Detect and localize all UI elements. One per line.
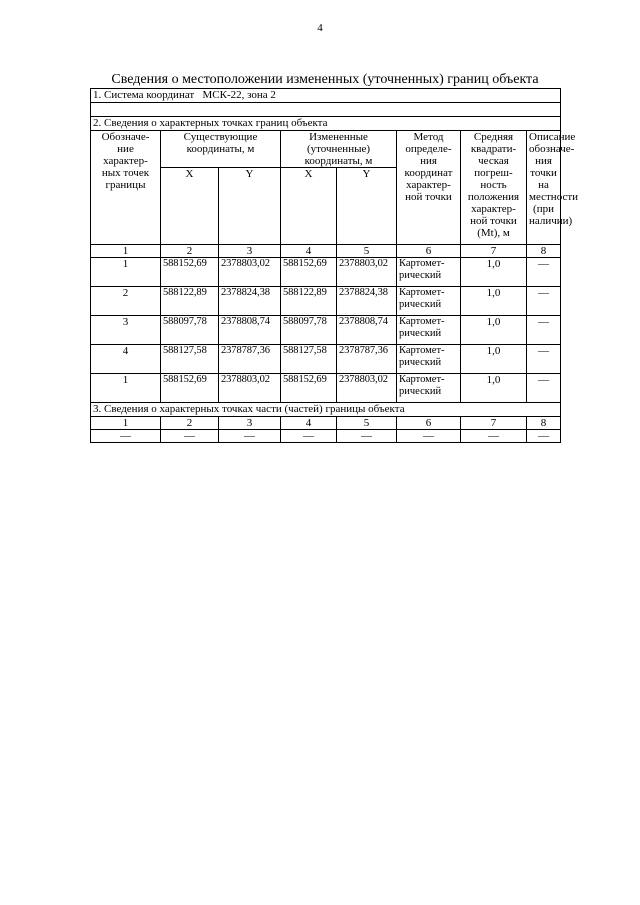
column-number: 2 (161, 245, 219, 258)
text-line: ной точки (405, 191, 452, 203)
text-line: определе- (405, 143, 452, 155)
empty-dash: — (397, 430, 461, 443)
point-id: 2 (91, 287, 161, 316)
x-changed: 588122,89 (281, 287, 337, 316)
text-line: рический (399, 328, 442, 339)
column-number: 4 (281, 417, 337, 430)
x-changed: 588097,78 (281, 316, 337, 345)
point-id: 1 (91, 258, 161, 287)
column-number: 6 (397, 245, 461, 258)
text-line: Картомет- (399, 345, 445, 356)
text-line: местности (529, 191, 579, 203)
description: — (527, 287, 561, 316)
x-existing: 588122,89 (161, 287, 219, 316)
description: — (527, 374, 561, 403)
y-existing: 2378808,74 (219, 316, 281, 345)
section-1-label: 1. Система координат (93, 89, 195, 101)
text-line: рический (399, 299, 442, 310)
y-changed: 2378808,74 (337, 316, 397, 345)
x-existing: 588097,78 (161, 316, 219, 345)
y-existing: 2378787,36 (219, 345, 281, 374)
text-line: характер- (471, 203, 516, 215)
text-line: Описание (529, 131, 576, 143)
text-line: квадрати- (470, 143, 517, 155)
boundary-table (90, 88, 579, 443)
header-existing-coords (161, 131, 281, 168)
empty-dash: — (91, 430, 161, 443)
table-row (91, 374, 561, 403)
header-description (527, 131, 579, 245)
text-line: ческая (478, 155, 509, 167)
text-line: рический (399, 386, 442, 397)
text-line: (при (533, 203, 554, 215)
accuracy: 1,0 (461, 316, 527, 345)
section-3-label: 3. Сведения о характерных точках части (частей) границы объекта (91, 403, 561, 417)
text-line: Обозначе- (101, 131, 150, 143)
text-line: Средняя (473, 131, 514, 143)
text-line: координаты, м (304, 155, 373, 167)
y-existing: 2378824,38 (219, 287, 281, 316)
x-existing: 588152,69 (161, 374, 219, 403)
text-line: Измененные (309, 131, 368, 143)
header-changed-coords (281, 131, 397, 168)
column-number-row (91, 245, 561, 258)
text-line: рический (399, 357, 442, 368)
table-row (91, 345, 561, 374)
text-line: ния (420, 155, 437, 167)
accuracy: 1,0 (461, 287, 527, 316)
column-number: 4 (281, 245, 337, 258)
section-2-label: 2. Сведения о характерных точках границ объекта (91, 117, 561, 131)
text-line: координат (404, 167, 453, 179)
text-line: характер- (406, 179, 451, 191)
table-row (91, 316, 561, 345)
accuracy: 1,0 (461, 374, 527, 403)
y-changed: 2378787,36 (337, 345, 397, 374)
x-existing: 588127,58 (161, 345, 219, 374)
column-number: 7 (461, 245, 527, 258)
text-line: погреш- (474, 167, 513, 179)
description: — (527, 345, 561, 374)
x-changed: 588127,58 (281, 345, 337, 374)
text-line: наличии) (529, 215, 573, 227)
description: — (527, 258, 561, 287)
column-number: 7 (461, 417, 527, 430)
column-number: 3 (219, 245, 281, 258)
empty-dash: — (337, 430, 397, 443)
empty-dash: — (281, 430, 337, 443)
document-title: Сведения о местоположении измененных (уточненных) границ объекта (111, 72, 539, 87)
column-number: 8 (527, 245, 561, 258)
text-line: положения (467, 191, 520, 203)
text-line: Картомет- (399, 374, 445, 385)
method (397, 287, 461, 316)
text-line: (уточненные) (306, 143, 371, 155)
coordinate-system-value: МСК-22, зона 2 (202, 89, 276, 101)
point-id: 1 (91, 374, 161, 403)
text-line: на (538, 179, 549, 191)
text-line: Картомет- (399, 287, 445, 298)
empty-dash: — (527, 430, 561, 443)
y-changed: 2378803,02 (337, 374, 397, 403)
x-changed: 588152,69 (281, 374, 337, 403)
text-line: координаты, м (186, 143, 255, 155)
section-3-empty-row (91, 430, 561, 443)
header-method (397, 131, 461, 245)
text-line: ной точки (470, 215, 517, 227)
description: — (527, 316, 561, 345)
column-number: 6 (397, 417, 461, 430)
y-existing: 2378803,02 (219, 374, 281, 403)
y-changed: 2378803,02 (337, 258, 397, 287)
text-line: Картомет- (399, 316, 445, 327)
method (397, 374, 461, 403)
method (397, 345, 461, 374)
x-existing: 588152,69 (161, 258, 219, 287)
text-line: границы (105, 179, 146, 191)
text-line: Картомет- (399, 258, 445, 269)
text-line: обозначе- (529, 143, 575, 155)
column-number: 1 (91, 417, 161, 430)
text-line: ния точки (530, 155, 557, 179)
column-number: 5 (337, 417, 397, 430)
spacer-row (91, 103, 561, 117)
column-number: 8 (527, 417, 561, 430)
column-number: 5 (337, 245, 397, 258)
header-existing-x: X (161, 168, 219, 245)
text-line: ние (117, 143, 134, 155)
text-line: ность (480, 179, 507, 191)
y-changed: 2378824,38 (337, 287, 397, 316)
empty-dash: — (161, 430, 219, 443)
column-number: 1 (91, 245, 161, 258)
empty-dash: — (219, 430, 281, 443)
header-changed-x: X (281, 168, 337, 245)
table-row (91, 258, 561, 287)
method (397, 316, 461, 345)
header-accuracy (461, 131, 527, 245)
page-number: 4 (317, 22, 323, 34)
text-line: Существующие (183, 131, 258, 143)
text-line: ных точек (101, 167, 150, 179)
point-id: 3 (91, 316, 161, 345)
text-line: (Mt), м (477, 227, 510, 239)
accuracy: 1,0 (461, 258, 527, 287)
column-number: 2 (161, 417, 219, 430)
section-3-number-row (91, 417, 561, 430)
header-point-designation (91, 131, 161, 245)
accuracy: 1,0 (461, 345, 527, 374)
text-line: рический (399, 270, 442, 281)
text-line: характер- (103, 155, 148, 167)
text-line: Метод (413, 131, 444, 143)
x-changed: 588152,69 (281, 258, 337, 287)
header-existing-y: Y (219, 168, 281, 245)
y-existing: 2378803,02 (219, 258, 281, 287)
column-number: 3 (219, 417, 281, 430)
empty-dash: — (461, 430, 527, 443)
section-coordinate-system (91, 89, 561, 103)
table-row (91, 287, 561, 316)
header-changed-y: Y (337, 168, 397, 245)
point-id: 4 (91, 345, 161, 374)
method (397, 258, 461, 287)
